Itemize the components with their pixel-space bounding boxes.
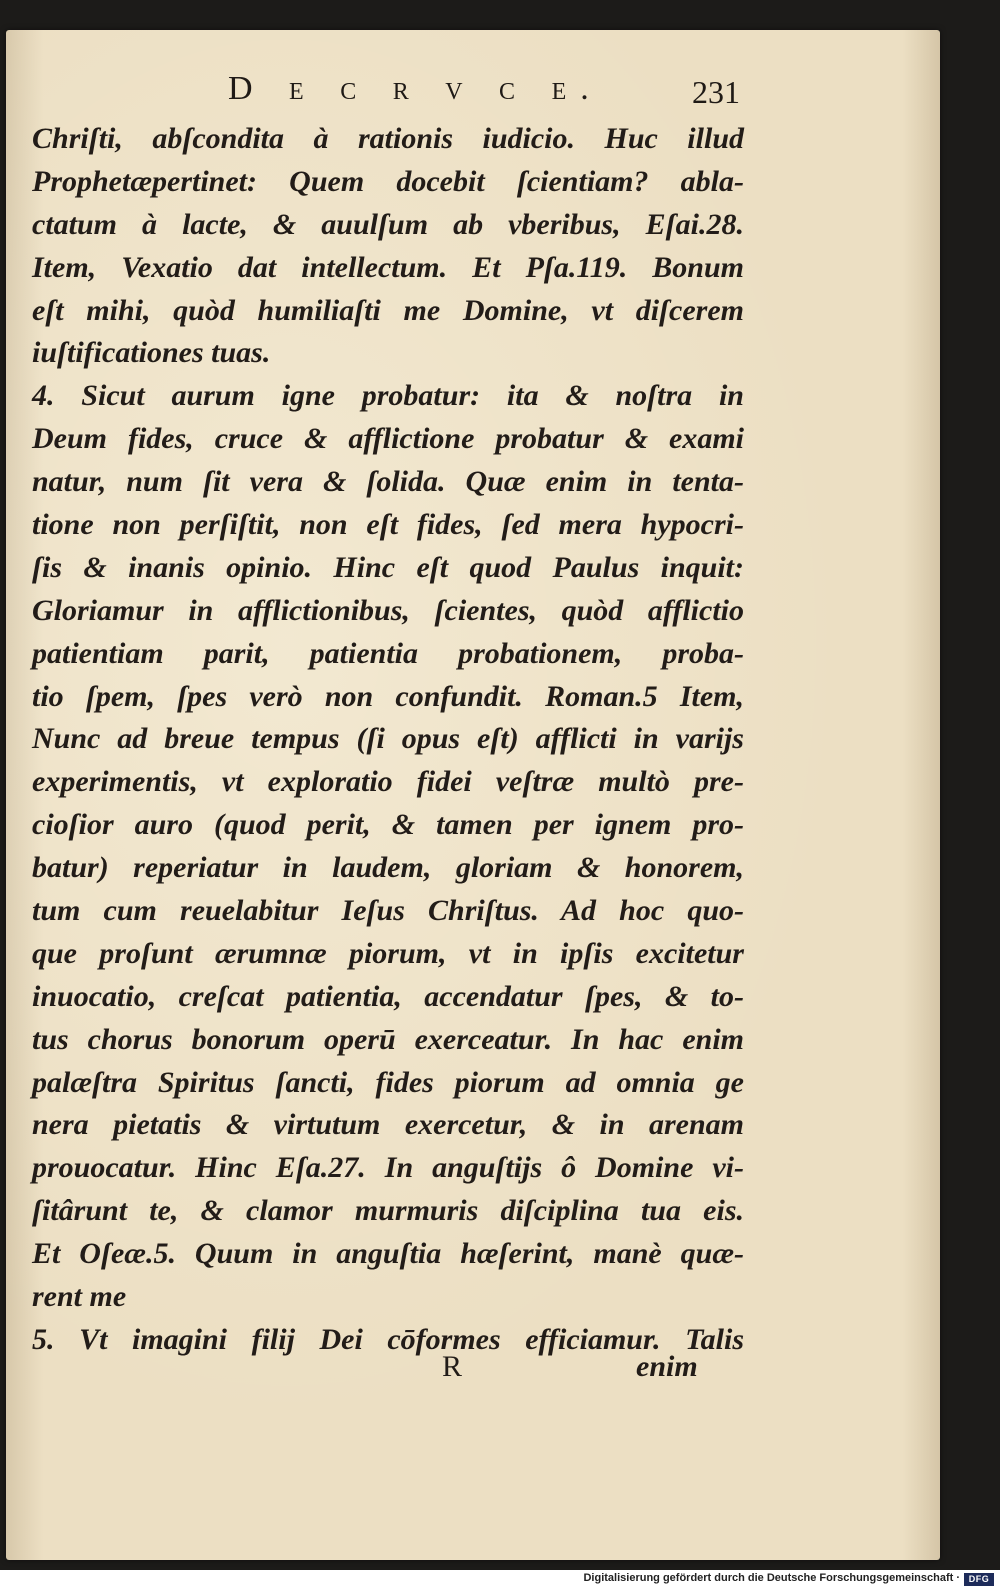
text-line: ctatum à lacte, & auulſum ab vberibus, Eſai.28. <box>32 207 744 241</box>
text-line: Nunc ad breue tempus (ſi opus eſt) afflicti in varijs <box>32 722 744 756</box>
funding-credit-text: Digitalisierung gefördert durch die Deutsche Forschungsgemeinschaft · <box>583 1572 960 1584</box>
text-line: inuocatio, creſcat patientia, accendatur ſpes, & to- <box>32 979 744 1013</box>
text-line: Prophetæpertinet: Quem docebit ſcientiam? abla- <box>32 164 744 198</box>
page-number: 231 <box>692 74 740 110</box>
text-line: rent me <box>32 1280 127 1314</box>
text-line: ſis & inanis opinio. Hinc eſt quod Paulus inquit: <box>32 550 744 584</box>
text-line: cioſior auro (quod perit, & tamen per ignem pro- <box>32 808 744 842</box>
text-line: tio ſpem, ſpes verò non confundit. Roman.5 Item, <box>32 679 744 713</box>
book-page <box>6 30 940 1560</box>
funding-credit-bar <box>0 1570 1000 1590</box>
text-line: 5. Vt imagini filij Dei cōformes efficiamur. Talis <box>32 1322 744 1356</box>
text-line: Item, Vexatio dat intellectum. Et Pſa.119. Bonum <box>32 250 744 284</box>
signature-mark: R <box>442 1350 463 1383</box>
text-line: experimentis, vt exploratio fidei veſtræ multò pre- <box>32 765 744 799</box>
body-text <box>32 118 752 1362</box>
running-head <box>6 70 940 120</box>
text-line: nera pietatis & virtutum exercetur, & in arenam <box>32 1108 744 1142</box>
page-footer <box>6 1350 940 1400</box>
text-line: iuſtificationes tuas. <box>32 336 271 370</box>
text-line: ſitârunt te, & clamor murmuris diſciplina tua eis. <box>32 1194 744 1228</box>
text-line: 4. Sicut aurum igne probatur: ita & noſtra in <box>32 379 744 413</box>
text-line: batur) reperiatur in laudem, gloriam & honorem, <box>32 851 744 885</box>
text-line: natur, num ſit vera & ſolida. Quæ enim in tenta- <box>32 465 744 499</box>
catchword: enim <box>636 1350 698 1383</box>
text-line: prouocatur. Hinc Eſa.27. In anguſtijs ô Domine vi- <box>32 1151 744 1185</box>
dfg-logo-icon: DFG <box>964 1573 994 1586</box>
text-line: que proſunt ærumnæ piorum, vt in ipſis excitetur <box>32 936 744 970</box>
text-line: eſt mihi, quòd humiliaſti me Domine, vt diſcerem <box>32 293 744 327</box>
text-line: Gloriamur in afflictionibus, ſcientes, quòd afflictio <box>32 593 744 627</box>
text-line: tum cum reuelabitur Ieſus Chriſtus. Ad hoc quo- <box>32 894 744 928</box>
text-line: Chriſti, abſcondita à rationis iudicio. Huc illud <box>32 122 744 155</box>
text-line: tus chorus bonorum operū exerceatur. In hac enim <box>32 1022 744 1056</box>
text-line: tione non perſiſtit, non eſt fides, ſed mera hypocri- <box>32 508 744 542</box>
text-line: Et Oſeæ.5. Quum in anguſtia hæſerint, manè quæ- <box>32 1237 744 1271</box>
running-head-title: D e c r v c e. <box>228 70 603 107</box>
text-line: patientiam parit, patientia probationem, proba- <box>32 636 744 670</box>
text-line: Deum fides, cruce & afflictione probatur & exami <box>32 422 744 456</box>
text-line: palæſtra Spiritus ſancti, fides piorum ad omnia ge <box>32 1065 744 1099</box>
